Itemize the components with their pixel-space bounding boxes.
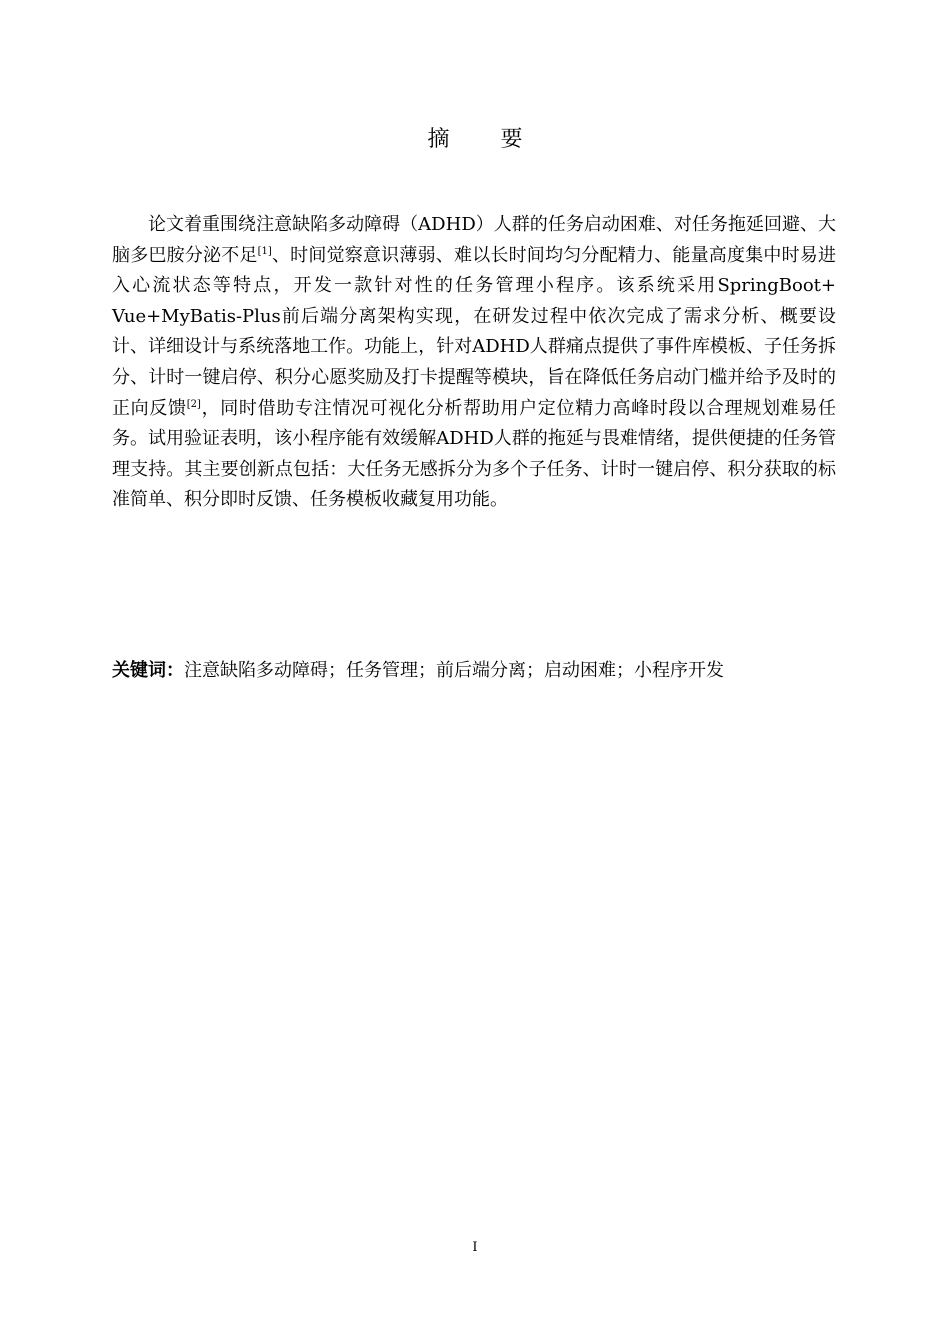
abstract-paragraph: [112, 210, 836, 516]
keywords-text: 注意缺陷多动障碍；任务管理；前后端分离；启动困难；小程序开发: [184, 660, 724, 681]
citation-ref-2: [2]: [186, 398, 201, 410]
abstract-text-part-2: 、时间觉察意识薄弱、难以长时间均匀分配精力、能量高度集中时易进入心流状态等特点，开发一款针对性的任务管理小程序。该系统采用SpringBoot+ Vue+MyBatis-Plus前后端分离架构实现，在研发过程中依次完成了需求分析、概要设计、详细设计与系统落地工作。功能上，针对ADHD人群痛点提供了事件库模板、子任务拆分、计时一键启停、积分心愿奖励及打卡提醒等模块，旨在降低任务启动门槛并给予及时的正向反馈: [112, 244, 837, 419]
keywords-line: [112, 656, 836, 686]
abstract-text-part-3: ，同时借助专注情况可视化分析帮助用户定位精力高峰时段以合理规划难易任务。试用验证表明，该小程序能有效缓解ADHD人群的拖延与畏难情绪，提供便捷的任务管理支持。其主要创新点包括：大任务无感拆分为多个子任务、计时一键启停、积分获取的标准简单、积分即时反馈、任务模板收藏复用功能。: [112, 397, 836, 511]
page-number: I: [472, 1240, 478, 1255]
abstract-text-part-1: 论文着重围绕注意缺陷多动障碍（ADHD）人群的任务启动困难、对任务拖延回避、大脑多巴胺分泌不足: [112, 214, 836, 266]
citation-ref-1: [1]: [257, 245, 272, 257]
page-title: 摘 要: [427, 127, 545, 152]
keywords-label: 关键词：: [112, 660, 184, 681]
